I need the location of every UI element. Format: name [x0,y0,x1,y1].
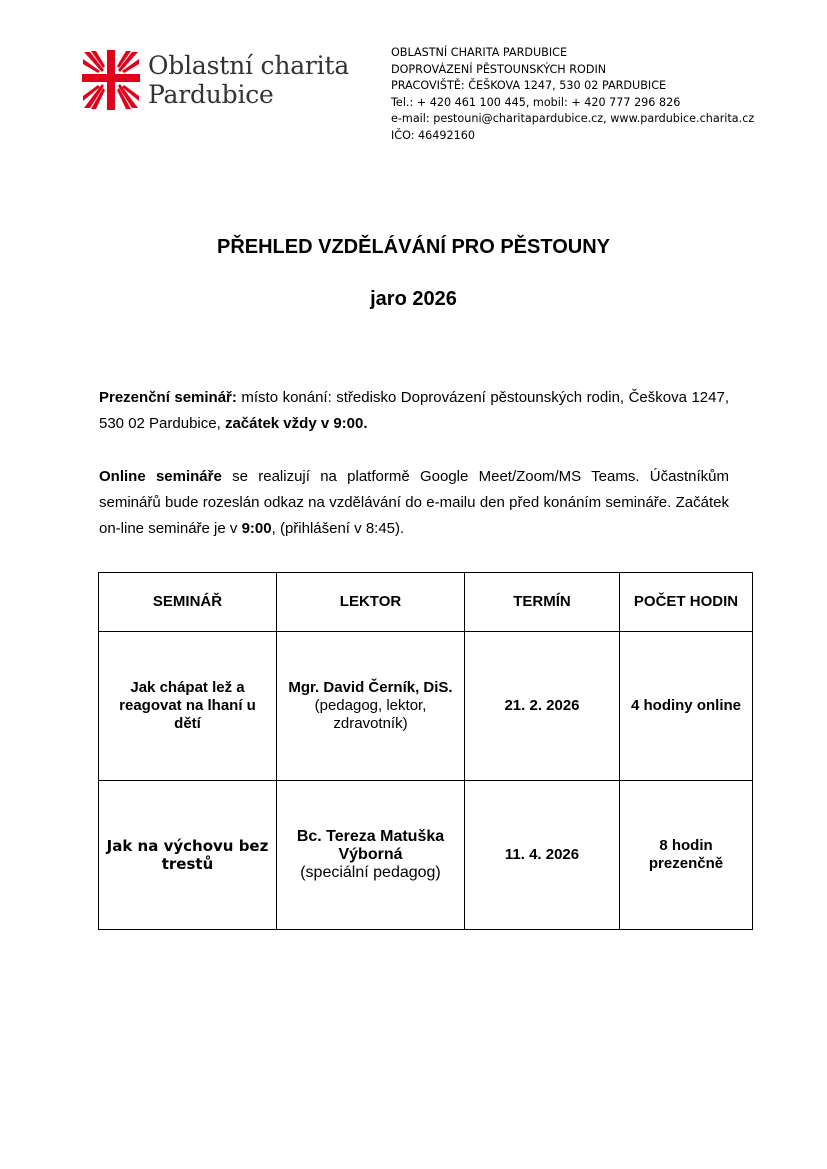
lector-cell [277,781,465,930]
seminar-name: Jak chápat lež a reagovat na lhaní u dětí [99,632,277,781]
page-subtitle: jaro 2026 [370,288,457,310]
online-start-time: 9:00 [241,520,272,537]
logo-line-2: Pardubice [148,80,274,109]
seminar-hours: 4 hodiny online [620,632,753,781]
org-phone: Tel.: + 420 461 100 445, mobil: + 420 777 296 826 [391,95,681,109]
online-lead: Online semináře [99,468,222,485]
lector-cell [277,632,465,781]
table-header-row [99,573,753,632]
in-person-lead: Prezenční seminář: [99,389,237,406]
lector-role: (speciální pedagog) [300,864,441,881]
online-text-end: , (přihlášení v 8:45). [271,520,405,537]
org-email-web: e-mail: pestouni@charitapardubice.cz, www.pardubice.charita.cz [391,112,755,126]
seminar-schedule-table [98,572,753,930]
org-address: PRACOVIŠTĚ: ČEŠKOVA 1247, 530 02 PARDUBICE [391,79,667,93]
seminar-date: 21. 2. 2026 [465,632,620,781]
header-seminar: SEMINÁŘ [99,573,277,632]
in-person-text: místo konání: středisko Doprovázení pěstounských rodin, Češkova 1247, 530 02 Pardubice, [99,389,729,432]
org-department: DOPROVÁZENÍ PĚSTOUNSKÝCH RODIN [391,62,607,76]
page-title: PŘEHLED VZDĚLÁVÁNÍ PRO PĚSTOUNY [216,236,611,258]
charity-logo [82,50,349,110]
table-row [99,781,753,930]
caritas-cross-icon [82,50,140,110]
seminar-date: 11. 4. 2026 [465,781,620,930]
logo-line-1: Oblastní charita [148,51,350,80]
org-ico: IČO: 46492160 [391,128,475,142]
header-date: TERMÍN [465,573,620,632]
seminar-hours: 8 hodin prezenčně [620,781,753,930]
online-seminar-info [99,464,729,542]
seminar-name: Jak na výchovu bez trestů [99,781,277,930]
in-person-start: začátek vždy v 9:00. [224,415,368,432]
header-lector: LEKTOR [277,573,465,632]
organization-contact-block [391,45,754,145]
lector-name: Bc. Tereza Matuška Výborná [296,828,445,863]
online-text: se realizují na platformě Google Meet/Zoom/MS Teams. Účastníkům seminářů bude rozeslán odkaz na vzdělávání do e-mailu den před konáním semináře. Začátek on-line semináře je v [99,468,729,537]
lector-name: Mgr. David Černík, DiS. [288,679,453,696]
org-name: OBLASTNÍ CHARITA PARDUBICE [391,46,568,59]
header-hours: POČET HODIN [620,573,753,632]
lector-role: (pedagog, lektor, zdravotník) [314,697,427,732]
table-row [99,632,753,781]
in-person-seminar-info [99,385,729,437]
